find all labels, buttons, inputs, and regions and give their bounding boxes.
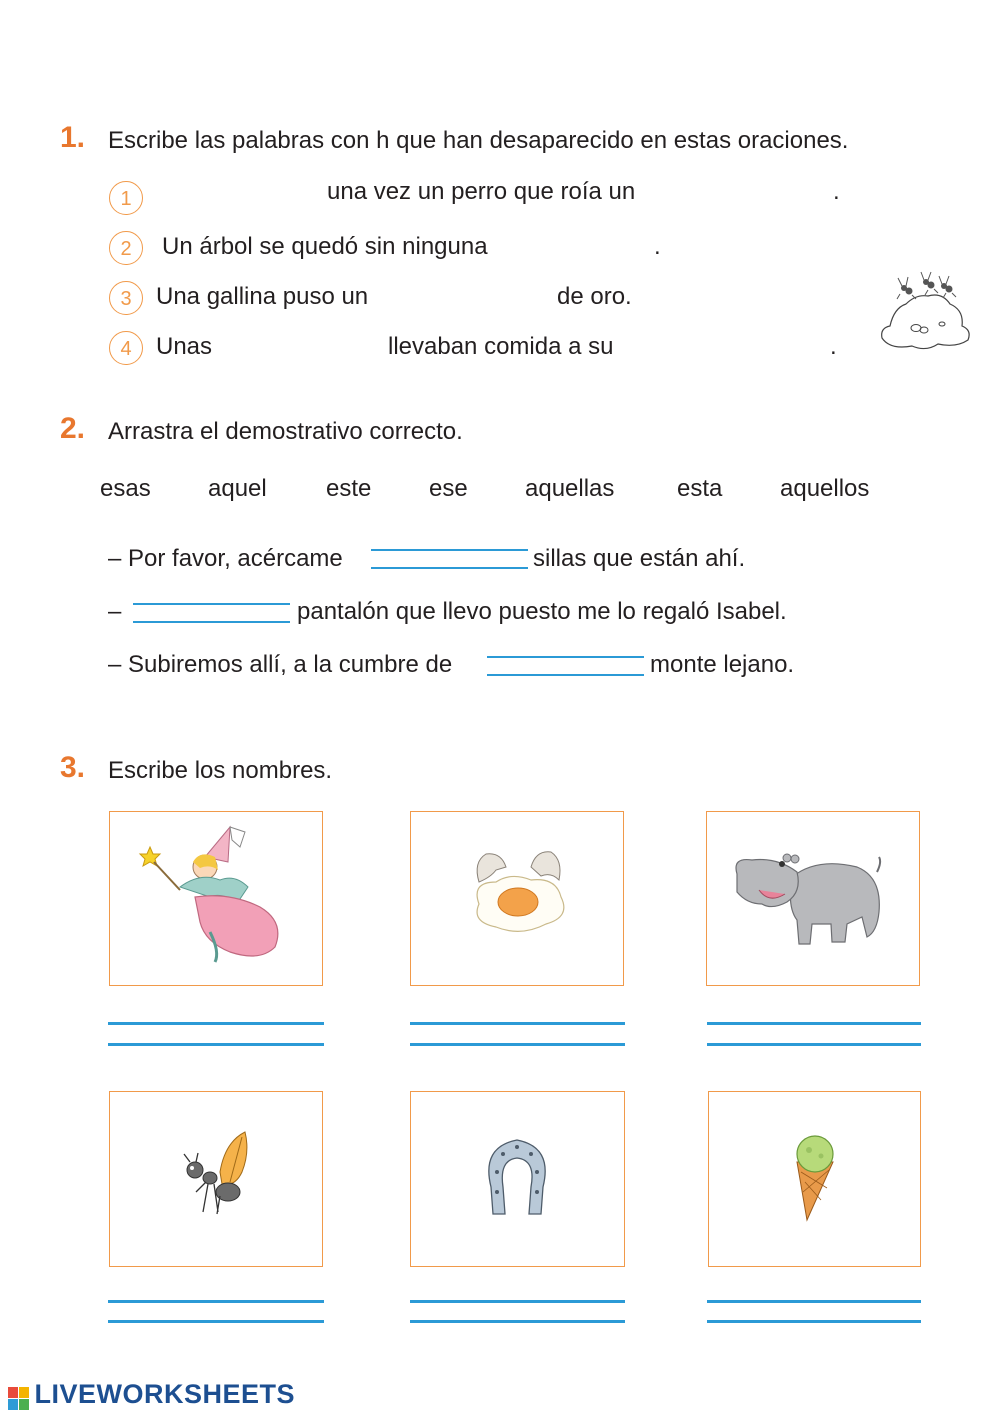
- write-line-5b[interactable]: [410, 1320, 625, 1323]
- drag-word-aquellos[interactable]: aquellos: [780, 475, 870, 502]
- drop-zone-3[interactable]: [487, 656, 644, 676]
- sentence-3-text: Una gallina puso un: [156, 283, 369, 310]
- drag-word-esas[interactable]: esas: [100, 475, 151, 502]
- sentence-4-middle: llevaban comida a su: [388, 333, 614, 360]
- footer-brand: LIVEWORKSHEETS: [34, 1379, 295, 1409]
- sentence-2-text: Un árbol se quedó sin ninguna: [162, 233, 488, 260]
- drag-word-aquellas[interactable]: aquellas: [525, 475, 615, 502]
- picture-box-egg: [410, 811, 624, 986]
- write-line-6a[interactable]: [707, 1300, 921, 1303]
- picture-box-fairy: [109, 811, 323, 986]
- write-line-4b[interactable]: [108, 1320, 324, 1323]
- exercise-2-number: 2.: [60, 412, 86, 445]
- answer-blank-1a[interactable]: [152, 178, 322, 210]
- liveworksheets-logo-icon: [8, 1387, 30, 1411]
- sentence-4-end: .: [830, 333, 837, 360]
- exercise-1-instruction: Escribe las palabras con h que han desaparecido en estas oraciones.: [108, 127, 849, 154]
- drag-word-aquel[interactable]: aquel: [208, 475, 267, 502]
- write-line-1b[interactable]: [108, 1043, 324, 1046]
- drop-zone-2[interactable]: [133, 603, 290, 623]
- answer-blank-3[interactable]: [391, 283, 551, 315]
- sentence-a-before: – Por favor, acércame: [108, 545, 343, 572]
- sentence-2-end: .: [654, 233, 661, 260]
- drag-word-este[interactable]: este: [326, 475, 372, 502]
- drop-zone-1[interactable]: [371, 549, 528, 569]
- picture-box-ant: [109, 1091, 323, 1267]
- item-number-2: 2: [109, 231, 143, 265]
- fairy-icon: [110, 812, 321, 984]
- anthill-icon: [876, 268, 976, 358]
- sentence-3-end: de oro.: [557, 283, 632, 310]
- write-line-6b[interactable]: [707, 1320, 921, 1323]
- drag-word-ese[interactable]: ese: [429, 475, 468, 502]
- exercise-3-number: 3.: [60, 751, 86, 784]
- answer-blank-1b[interactable]: [666, 178, 831, 210]
- answer-blank-2[interactable]: [522, 233, 652, 265]
- horseshoe-icon: [411, 1092, 623, 1265]
- drag-word-esta[interactable]: esta: [677, 475, 723, 502]
- exercise-3-instruction: Escribe los nombres.: [108, 757, 333, 784]
- write-line-5a[interactable]: [410, 1300, 625, 1303]
- egg-icon: [411, 812, 622, 984]
- sentence-b-after: pantalón que llevo puesto me lo regaló Isabel.: [297, 598, 787, 625]
- sentence-4-text: Unas: [156, 333, 213, 360]
- picture-box-hippo: [706, 811, 920, 986]
- ant-icon: [110, 1092, 321, 1265]
- write-line-3b[interactable]: [707, 1043, 921, 1046]
- exercise-1-number: 1.: [60, 121, 86, 154]
- footer-logo: [8, 1379, 295, 1409]
- item-number-4: 4: [109, 331, 143, 365]
- exercise-2-instruction: Arrastra el demostrativo correcto.: [108, 418, 463, 445]
- item-number-3: 3: [109, 281, 143, 315]
- picture-box-ice-cream: [708, 1091, 921, 1267]
- write-line-2b[interactable]: [410, 1043, 625, 1046]
- write-line-2a[interactable]: [410, 1022, 625, 1025]
- picture-box-horseshoe: [410, 1091, 625, 1267]
- answer-blank-4b[interactable]: [638, 333, 828, 365]
- sentence-c-after: monte lejano.: [650, 651, 795, 678]
- sentence-b-before: –: [108, 598, 122, 625]
- write-line-1a[interactable]: [108, 1022, 324, 1025]
- write-line-3a[interactable]: [707, 1022, 921, 1025]
- answer-blank-4a[interactable]: [222, 333, 382, 365]
- hippo-icon: [707, 812, 918, 984]
- sentence-1-text: una vez un perro que roía un: [327, 178, 636, 205]
- ice-cream-icon: [709, 1092, 919, 1265]
- write-line-4a[interactable]: [108, 1300, 324, 1303]
- item-number-1: 1: [109, 181, 143, 215]
- sentence-a-after: sillas que están ahí.: [533, 545, 746, 572]
- sentence-c-before: – Subiremos allí, a la cumbre de: [108, 651, 453, 678]
- sentence-1-end: .: [833, 178, 840, 205]
